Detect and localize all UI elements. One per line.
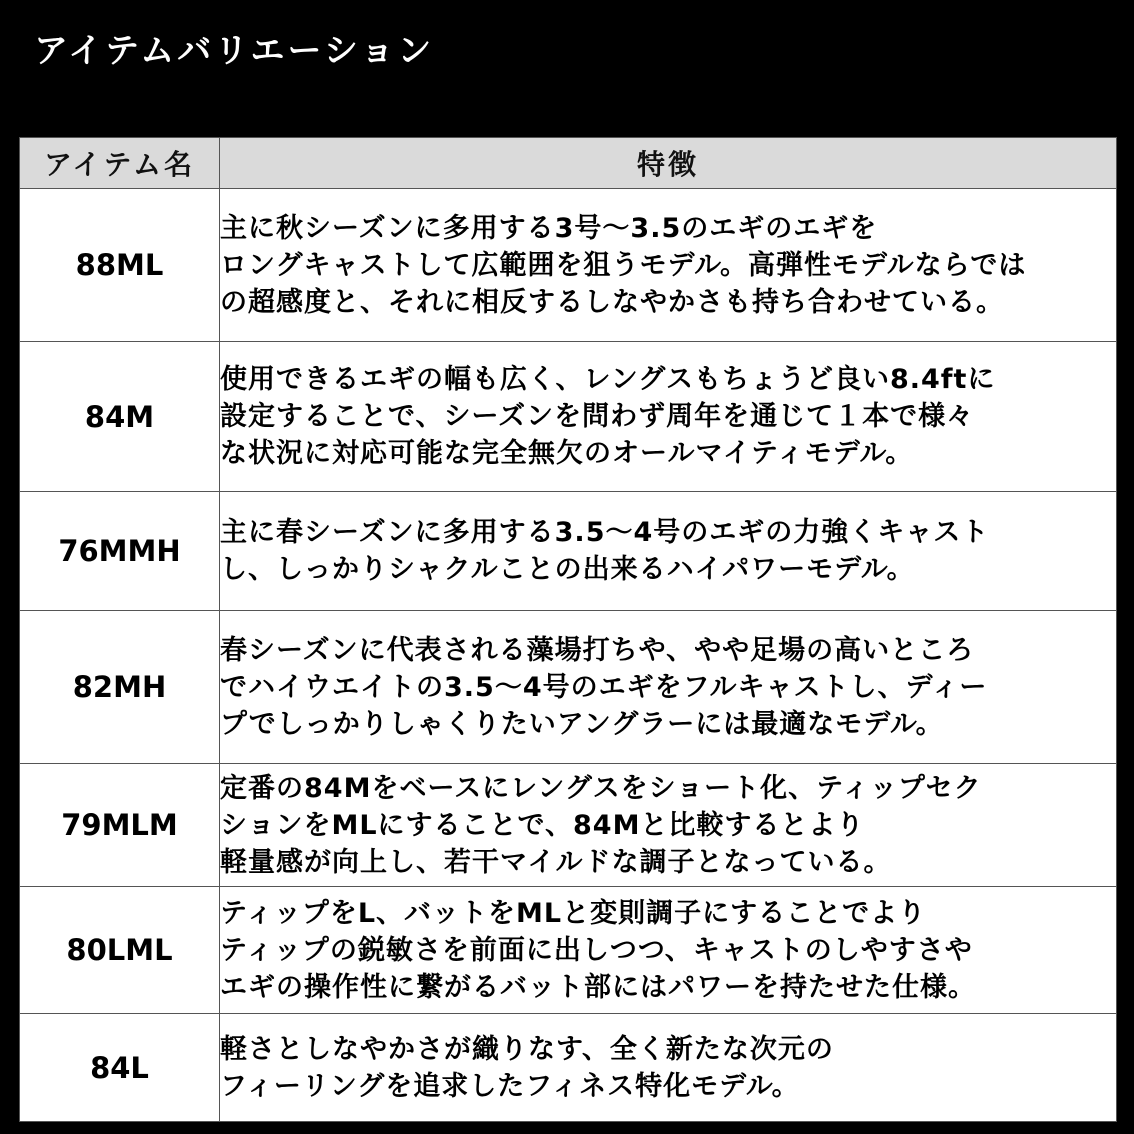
table-row: [20, 611, 1117, 764]
page-title: アイテムバリエーション: [34, 31, 435, 71]
item-name: 76MMH: [20, 492, 220, 611]
item-name: 82MH: [20, 611, 220, 764]
table-header-row: [20, 138, 1117, 189]
item-description: 定番の84Mをベースにレングスをショート化、ティップセク ションをMLにすることで、84Mと比較するとより 軽量感が向上し、若干マイルドな調子となっている。: [220, 764, 1117, 887]
table-row: [20, 887, 1117, 1014]
item-name: 79MLM: [20, 764, 220, 887]
item-variation-table: [19, 137, 1117, 1122]
item-name: 84M: [20, 342, 220, 492]
item-name: 84L: [20, 1014, 220, 1122]
item-name: 80LML: [20, 887, 220, 1014]
table-row: [20, 342, 1117, 492]
item-description: 軽さとしなやかさが織りなす、全く新たな次元の フィーリングを追求したフィネス特化モデル。: [220, 1014, 1117, 1122]
table-row: [20, 1014, 1117, 1122]
table-row: [20, 189, 1117, 342]
item-description: 春シーズンに代表される藻場打ちや、やや足場の高いところ でハイウエイトの3.5〜4号のエギをフルキャストし、ディー プでしっかりしゃくりたいアングラーには最適なモデル。: [220, 611, 1117, 764]
item-description: 主に春シーズンに多用する3.5〜4号のエギの力強くキャスト し、しっかりシャクルことの出来るハイパワーモデル。: [220, 492, 1117, 611]
header-item-name: アイテム名: [20, 138, 220, 189]
table-row: [20, 492, 1117, 611]
item-name: 88ML: [20, 189, 220, 342]
item-description: 使用できるエギの幅も広く、レングスもちょうど良い8.4ftに 設定することで、シーズンを問わず周年を通じて１本で様々 な状況に対応可能な完全無欠のオールマイティモデル。: [220, 342, 1117, 492]
item-description: ティップをL、バットをMLと変則調子にすることでより ティップの鋭敏さを前面に出しつつ、キャストのしやすさや エギの操作性に繋がるバット部にはパワーを持たせた仕様。: [220, 887, 1117, 1014]
table-row: [20, 764, 1117, 887]
header-feature: 特徴: [220, 138, 1117, 189]
item-description: 主に秋シーズンに多用する3号〜3.5のエギのエギを ロングキャストして広範囲を狙うモデル。高弾性モデルならでは の超感度と、それに相反するしなやかさも持ち合わせている。: [220, 189, 1117, 342]
